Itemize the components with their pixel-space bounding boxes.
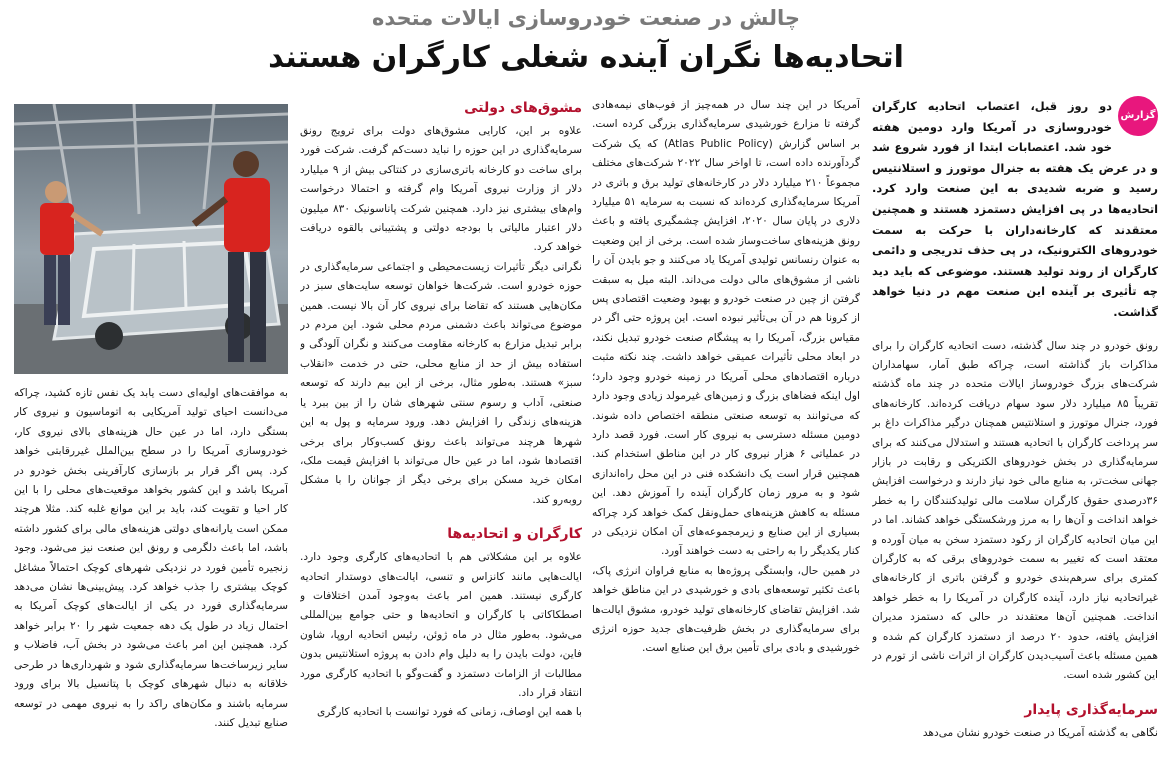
- body-paragraph: با همه این اوصاف، زمانی که فورد توانست با اتحادیه کارگری: [317, 706, 582, 719]
- subheading-workers-unions: کارگران و اتحادیه‌ها: [447, 526, 582, 543]
- body-paragraph: در همین حال، وابستگی پروژه‌ها به منابع فراوان انرژی پاک، باعث تکثیر توسعه‌های بادی و خورشیدی در این مناطق خواهد شد. افزایش تقاضای کارخانه‌های تولید خودرو، مشوق ایالت‌ها برای سرمایه‌گذاری در بخش ظرفیت‌های جدید حوزه انرژی خورشیدی و بادی برای تأمین برق این صنایع است.: [592, 564, 860, 655]
- article-kicker: چالش در صنعت خودروسازی ایالات متحده: [372, 6, 800, 30]
- body-paragraph: نگاهی به گذشته آمریکا در صنعت خودرو نشان می‌دهد: [922, 726, 1158, 739]
- column-3: [300, 96, 582, 766]
- subheading-government-incentives: مشوق‌های دولتی: [464, 100, 582, 116]
- body-paragraph: علاوه بر این مشکلاتی هم با اتحادیه‌های کارگری وجود دارد. ایالت‌هایی مانند کانزاس و تنسی، ایالت‌های دوستدار اتحادیه کارگری نیستند. همین امر باعث به‌وجود آمدن اختلافات و اصطکاکاتی با کارگران و اتحادیه‌ها و حتی جوامع بین‌المللی می‌شود. به‌طور مثال در ماه ژوئن، رئیس اتحادیه اروپا، شاون فاین، دولت بایدن را به دلیل وام دادن به پروژه استلانتیس بدون مطالبات از الزامات دستمزد و گفت‌وگو با اتحادیه کارگری مورد انتقاد قرار داد.: [300, 551, 582, 699]
- subheading-sustainable-investment: سرمایه‌گذاری پایدار: [1024, 701, 1158, 718]
- column-2: [592, 96, 860, 766]
- body-paragraph: به موافقت‌های اولیه‌ای دست یابد یک نفس تازه کشید، چراکه می‌دانست احیای تولید آمریکایی به اتوماسیون و نیروی کار بستگی دارد، اما در عین حال هزینه‌های بالای نیروی کار، خودروسازی آمریکا را در سطح بین‌الملل غیررقابتی خواهد کرد. پس اگر قرار بر بازسازی کارآفرینی بخش خودرو در آمریکا باشد و این کشور بخواهد موقعیت‌های محلی را با این کار احیا و تقویت کند، باید بر این موانع غلبه کند. مثلا هرچند ممکن است یارانه‌های دولتی هزینه‌های مالی برای کشور داشته باشد، اما باعث دلگرمی و رونق این صنعت نیز می‌شود. وجود زنجیره تأمین فورد در نزدیکی شهرهای کوچک احتمالاً مشاغل کوچک بیشتری را جذب خواهد کرد. پیش‌بینی‌ها نشان می‌دهد سرمایه‌گذاری فورد در یکی از ایالت‌های کوچک آمریکا به احتمال زیاد در طول یک دهه جمعیت شهر را ۲۰ برابر خواهد کرد. همچنین این امر باعث می‌شود در بخش آب، فاضلاب و سایر زیرساخت‌ها سرمایه‌گذاری شود و شهرداری‌ها در طرحی خلاقانه به دنبال شهرهای کوچک با پتانسیل بالا برای ورود سرمایه باشند و مکان‌های راکد را به نیروی مهمی در توسعه صنایع تبدیل کنند.: [14, 387, 288, 729]
- body-paragraph: نگرانی دیگر تأثیرات زیست‌محیطی و اجتماعی سرمایه‌گذاری در حوزه خودرو است. شرکت‌ها خواهان توسعه سایت‌های سبز در مکان‌هایی هستند که تقاضا برای نیروی کار آن بالا نیست. همین موضوع می‌تواند باعث دشمنی مردم محلی شود. این مردم در برابر تبدیل مزارع به کارخانه مقاومت می‌کنند و نگران آلودگی و استفاده بیش از حد از منابع محلی، حتی در خدمت «انقلاب سبز» هستند. به‌طور مثال، برخی از این بیم دارند که توسعه صنعتی، آداب و رسوم سنتی شهرهای شان را از بین ببرد یا هزینه‌های زندگی را افزایش دهد. ورود سرمایه و پول به این شهرها هرچند می‌تواند باعث رونق کسب‌وکار برای برخی اقتصادها شود، اما در عین حال می‌تواند با افزایش قیمت ملک، امکان خرید مسکن برای برخی دیگر از جوانان را با مشکل روبه‌رو کند.: [300, 260, 582, 506]
- report-badge: گزارش: [1118, 96, 1158, 136]
- body-paragraph: رونق خودرو در چند سال گذشته، دست اتحادیه کارگران را برای مذاکرات باز گذاشته است، چراکه طبق آمار، سهامداران شرکت‌های بزرگ خودروساز ایالات متحده در چند ماه گذشته تقریباً ۸۵ میلیارد دلار سود سهام دریافت کرده‌اند. کارخانه‌های فورد، جنرال موتورز و استلانتیس همچنان درگیر مذاکرات داغ بر سر پرداخت کارگران با اتحادیه هستند و استدلال می‌کنند که برای سرمایه‌گذاری در بخش خودروهای الکتریکی و رقابت در بازار جهانی سخت‌تر، به منابع مالی خود نیاز دارند و درخواست افزایش ۳۶درصدی حقوق کارگران سلامت مالی تولیدکنندگان را به خطر خواهد انداخت و آن‌ها را به مرز ورشکستگی خواهد کشاند. اما در این میان اتحادیه کارگران از رکود دستمزد سخن به میان آورده و معتقد است که تغییر به سمت خودروهای برقی که به کارگران کمتری برای سرهم‌بندی خودرو و گرفتن باتری از کارخانه‌های غیراتحادیه نیاز دارد، آینده کارگران در آمریکا را به خطر خواهد انداخت. همچنین آن‌ها معتقدند در حالی که دستمزد مدیران افزایش یافته، حدود ۲۰ درصد از دستمزد کارگران کم شده و همین مسئله باعث آسیب‌دیدن کارگران از اثرات ناشی از تورم در این کشور شده است.: [872, 339, 1158, 682]
- factory-photo-illustration: [14, 104, 288, 374]
- lead-paragraph: دو روز قبل، اعتصاب اتحادیه کارگران خودروسازی در آمریکا وارد دومین هفته خود شد. اعتصابات ابتدا از فورد شروع شد و در عرض یک هفته به جنرال موتورز و استلانتیس رسید و ضربه شدیدی به این صنعت وارد کرد. اتحادیه‌ها در پی افزایش دستمزد هستند و همچنین معتقدند که کارخانه‌داران با حرکت به سمت خودروهای الکترونیک، در پی حذف تدریجی و دائمی کارگران از روند تولید هستند. موضوعی که باید دید چه تأثیری بر آینده این صنعت مهم در دنیا خواهد گذاشت.: [872, 99, 1158, 319]
- body-paragraph: آمریکا در این چند سال در همه‌چیز از فوب‌های نیمه‌هادی گرفته تا مزارع خورشیدی سرمایه‌گذاری بزرگی کرده است. بر اساس گزارش (Atlas Public Policy) که یک شرکت گردآورنده داده است، تا اواخر سال ۲۰۲۲ شرکت‌های مختلف مجموعاً ۲۱۰ میلیارد دلار در کارخانه‌های تولید برق و باتری در آمریکا سرمایه‌گذاری کرده‌اند که نسبت به سرمایه ۵۱ میلیارد دلاری در پایان سال ۲۰۲۰، افزایش چشمگیری یافته و باعث رونق هزینه‌های ساخت‌وساز شده است. برخی از این وضعیت به عنوان رنسانس تولیدی آمریکا یاد می‌کنند و جو بایدن آن را ناشی از مشوق‌های مالی دولت می‌داند. البته میل به سبقت گرفتن از چین در صنعت خودرو و بهبود وضعیت اقتصادی پس از کرونا هم در آن بی‌تأثیر نبوده است. این پروژه حتی اگر در مقیاس بزرگ، آمریکا را به پیشگام صنعت خودرو تبدیل نکند، در ابعاد محلی تأثیرات عمیقی خواهد داشت. چند نکته مثبت درباره اقتصادهای محلی آمریکا در زمینه خودرو وجود دارد؛ اول اینکه فضاهای بزرگ و زمین‌های غیرمولد زیادی وجود دارد که می‌توانند به توسعه صنعتی منطقه اختصاص داده شوند. دومین مسئله دسترسی به نیروی کار است. فورد قصد دارد در عملیاتی ۶ هزار نیروی کار در این مناطق استخدام کند. همچنین قرار است یک دانشکده فنی در این محل راه‌اندازی شود و به مرور زمان کارگران آینده را آموزش دهد. این مسئله به کاهش هزینه‌های حمل‌ونقل کمک خواهد کرد چراکه بسیاری از این صنایع و زیرمجموعه‌های آن امکان نزدیکی در کنار یکدیگر را به راحتی به دست خواهند آورد.: [592, 99, 860, 558]
- column-4: [14, 384, 288, 770]
- factory-workers-photo: [14, 104, 288, 374]
- article-headline: اتحادیه‌ها نگران آینده شغلی کارگران هستند: [268, 40, 904, 75]
- body-paragraph: علاوه بر این، کارایی مشوق‌های دولت برای ترویج رونق سرمایه‌گذاری در این حوزه را نباید دست‌کم گرفت. شرکت فورد برای ساخت دو کارخانه باتری‌سازی در کنتاکی بیش از ۹ میلیارد دلار از وزارت نیروی آمریکا وام گرفته و احتمالا درخواست وام‌های بیشتری نیز دارد. همچنین شرکت پاناسونیک ۸۳۰ میلیون دلار اعتبار مالیاتی با بودجه دولتی و پشتیبانی بالقوه دریافت خواهد کرد.: [300, 125, 582, 254]
- column-1: [872, 96, 1158, 772]
